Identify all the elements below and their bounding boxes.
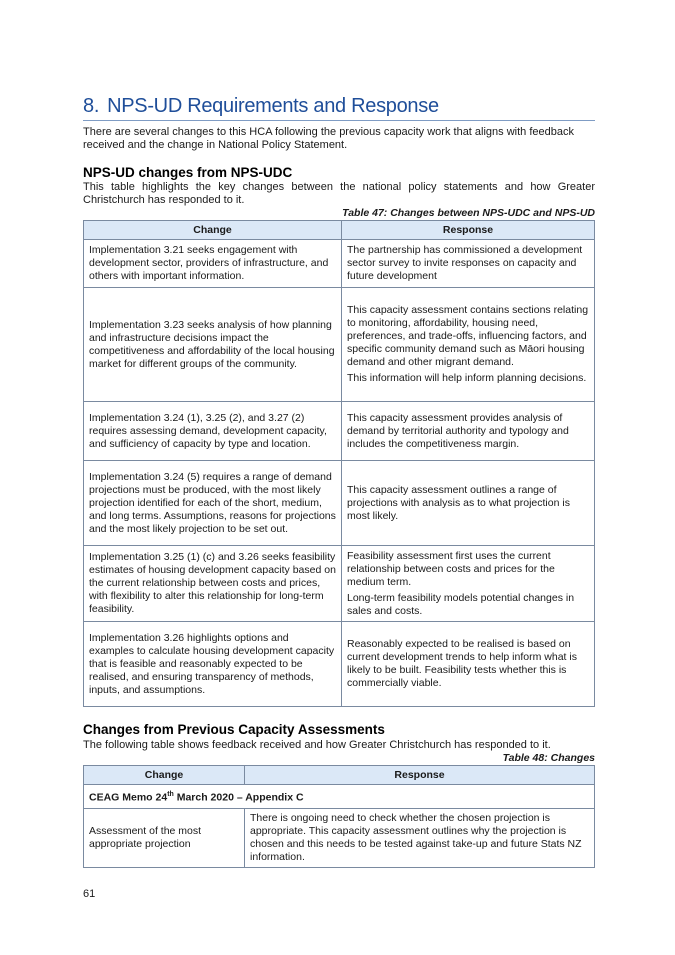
section-title: NPS-UD Requirements and Response [107, 95, 439, 117]
response-cell: There is ongoing need to check whether the chosen projection is appropriate. This capacity assessment outlines why the projection is chosen and this needs to be tested against take-up and future Stats NZ information. [245, 808, 595, 867]
table-row [84, 402, 595, 461]
table-row [84, 808, 595, 867]
table-row [84, 240, 595, 288]
change-cell: Implementation 3.23 seeks analysis of how planning and infrastructure decisions impact the competitiveness and affordability of the local housing market for different groups of the community. [84, 288, 342, 402]
response-cell [342, 288, 595, 402]
group-label-suffix: March 2020 – Appendix C [173, 791, 304, 804]
change-cell: Implementation 3.24 (5) requires a range of demand projections must be produced, with the most likely projection identified for each of the short, medium, and long terms. Assumptions, reasons for projections and the most likely projection to be set out. [84, 461, 342, 546]
section-heading [83, 93, 595, 121]
section-number: 8. [83, 95, 100, 117]
response-text: Long-term feasibility models potential changes in sales and costs. [347, 591, 575, 617]
group-label-prefix: CEAG Memo 24 [89, 791, 168, 804]
response-cell [342, 240, 595, 288]
header-response: Response [245, 766, 595, 785]
response-text: Feasibility assessment first uses the current relationship between costs and prices for the medium term. [347, 549, 555, 588]
change-cell: Assessment of the most appropriate projection [84, 808, 245, 867]
change-cell: Implementation 3.25 (1) (c) and 3.26 seeks feasibility estimates of housing development capacity based on the current relationship between costs and prices, with flexibility to alter this relationship for long-term feasibility. [84, 546, 342, 622]
response-cell [342, 461, 595, 546]
change-cell: Implementation 3.21 seeks engagement with development sector, providers of infrastructure, and others with important information. [84, 240, 342, 288]
table-row [84, 546, 595, 622]
response-text: The partnership has commissioned a development sector survey to invite responses on capacity and future development [347, 244, 583, 282]
change-cell: Implementation 3.26 highlights options and examples to calculate housing development capacity that is feasible and reasonably expected to be realised, and ensuring transparency of methods, inputs, and assumptions. [84, 622, 342, 707]
subsection-title-previous-assessments: Changes from Previous Capacity Assessments [83, 722, 385, 737]
header-change: Change [84, 221, 342, 240]
table-group-row [84, 785, 595, 809]
group-label [84, 785, 595, 809]
table-48-caption: Table 48: Changes [502, 752, 595, 764]
table-47 [83, 220, 595, 707]
response-text: This capacity assessment provides analysis of demand by territorial authority and typology and includes the competitiveness margin. [347, 411, 569, 450]
table-row [84, 461, 595, 546]
table-48 [83, 765, 595, 868]
response-cell [342, 546, 595, 622]
table-row [84, 622, 595, 707]
header-change: Change [84, 766, 245, 785]
change-cell: Implementation 3.24 (1), 3.25 (2), and 3.27 (2) requires assessing demand, development capacity, and sufficiency of capacity by type and location. [84, 402, 342, 461]
intro-paragraph: There are several changes to this HCA following the previous capacity work that aligns with feedback received and the change in National Policy Statement. [83, 126, 574, 151]
table-header-row [84, 221, 595, 240]
response-text: This capacity assessment contains sections relating to monitoring, affordability, housing need, preferences, and trade-offs, influencing factors, and specific community demand such as Māori housing demand and other migrant demand. [347, 304, 589, 368]
table-header-row [84, 766, 595, 785]
subsection-title-nps-ud: NPS-UD changes from NPS-UDC [83, 165, 293, 180]
header-response: Response [342, 221, 595, 240]
group-label-sup: th [167, 791, 174, 798]
response-text: Reasonably expected to be realised is based on current development trends to help inform what is likely to be built. Feasibility tests whether this is commercially viable. [347, 638, 577, 689]
table-47-caption: Table 47: Changes between NPS-UDC and NPS-UD [342, 207, 595, 219]
response-text: This capacity assessment outlines a range of projections with analysis as to what projection is most likely. [347, 483, 570, 522]
table-row [84, 288, 595, 402]
response-cell [342, 622, 595, 707]
subsection-description-previous-assessments: The following table shows feedback received and how Greater Christchurch has responded to it. [83, 739, 551, 751]
page-number: 61 [83, 888, 96, 900]
response-cell [342, 402, 595, 461]
subsection-description-nps-ud: This table highlights the key changes between the national policy statements and how Greater Christchurch has responded to it. [83, 181, 595, 206]
response-text: This information will help inform planning decisions. [347, 372, 587, 384]
